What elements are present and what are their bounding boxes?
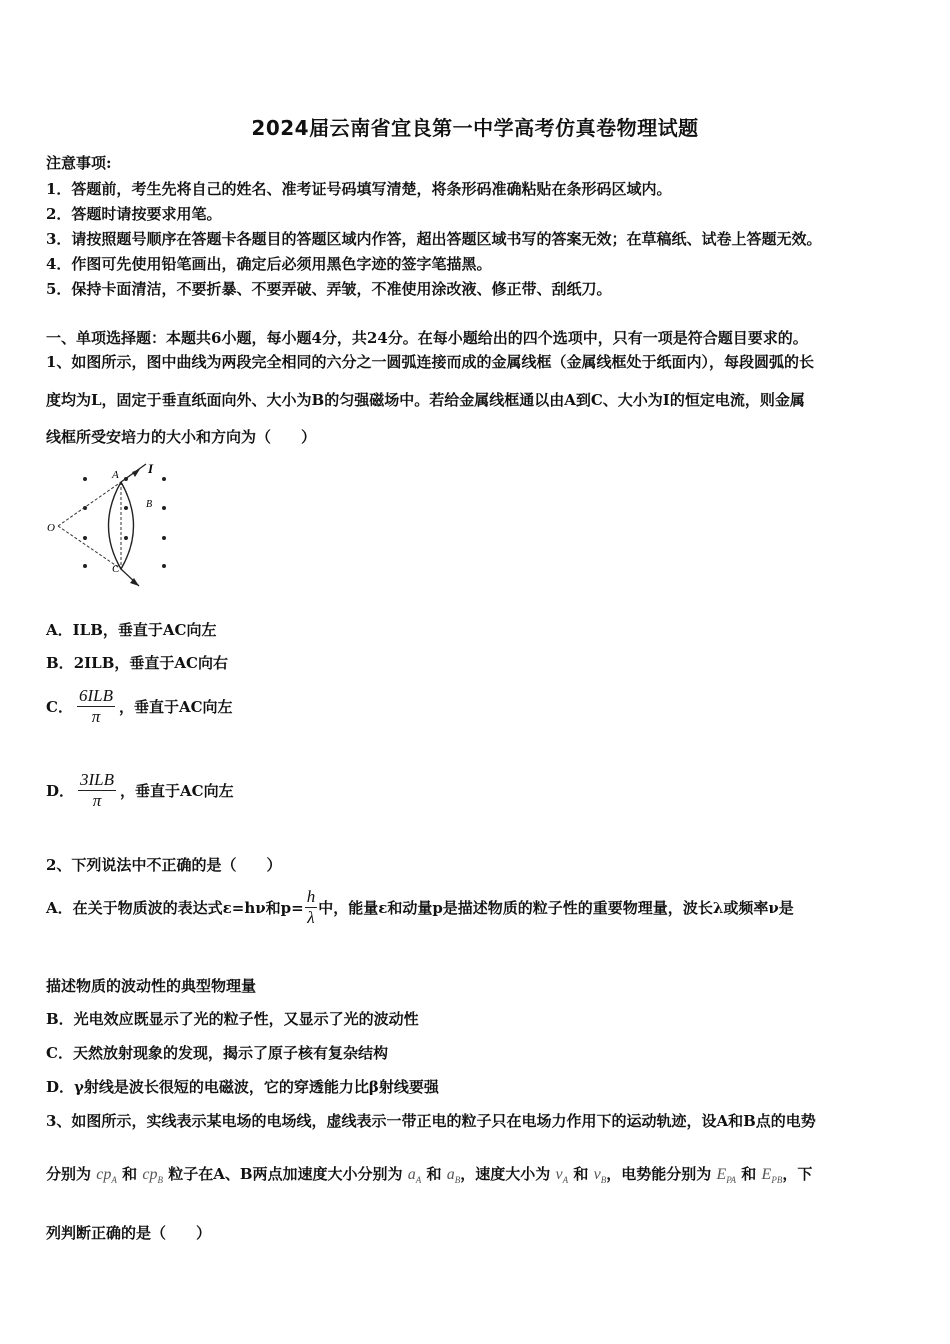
- field-dot: [162, 506, 166, 510]
- q3-stem-line2: 分别为 $cp_A$ 和 $cp_B$ 粒子在A、B两点加速度大小分别为 $a_A$ 和 $a_B$，速度大小为 $v_A$ 和 $v_B$，电势能分别为 $E_{PA}$ 和 $E_{PB}$，下: [46, 1165, 813, 1186]
- symbol: $cp_A$: [96, 1166, 117, 1186]
- current-arrow-icon: [132, 469, 140, 477]
- q1-option-c: C． $\frac{\text{6ILB}}{\pi}$ ，垂直于AC向左: [46, 686, 233, 726]
- notice-item-1: 1．答题前，考生先将自己的姓名、准考证号码填写清楚，将条形码准确粘贴在条形码区域内。: [46, 180, 672, 198]
- notice-item-3: 3．请按照题号顺序在答题卡各题目的答题区域内作答，超出答题区域书写的答案无效；在草稿纸、试卷上答题无效。: [46, 230, 822, 248]
- q1-figure: [44, 456, 174, 590]
- q2-option-a: A．在关于物质波的表达式ε=hν和p= $\frac{h}{\lambda}$ 中，能量ε和动量p是描述物质的粒子性的重要物理量，波长λ或频率ν是: [46, 887, 794, 927]
- symbol: $v_B$: [593, 1166, 607, 1186]
- q2-option-a-cont: 描述物质的波动性的典型物理量: [46, 977, 257, 995]
- field-dot: [124, 536, 128, 540]
- q2-stem: 2、下列说法中不正确的是（ ）: [46, 856, 282, 874]
- field-dot: [83, 536, 87, 540]
- field-dot: [83, 477, 87, 481]
- section-heading: 一、单项选择题：本题共6小题，每小题4分，共24分。在每小题给出的四个选项中，只有一项是符合题目要求的。: [46, 329, 808, 347]
- label-o: O: [47, 522, 55, 534]
- label-i: I: [148, 461, 154, 476]
- label-a: A: [112, 469, 119, 481]
- field-dot: [162, 536, 166, 540]
- q1-option-a: A．ILB，垂直于AC向左: [46, 621, 217, 639]
- label-c: C: [112, 563, 120, 575]
- notice-heading: 注意事项:: [46, 154, 112, 172]
- label-b: B: [146, 499, 153, 510]
- q1-stem-line1: 1、如图所示，图中曲线为两段完全相同的六分之一圆弧连接而成的金属线框（金属线框处于纸面内），每段圆弧的长: [46, 353, 814, 371]
- q1-option-d: D． $\frac{\text{3ILB}}{\pi}$ ，垂直于AC向左: [46, 770, 234, 810]
- wire-frame: [109, 482, 134, 569]
- notice-item-4: 4．作图可先使用铅笔画出，确定后必须用黑色字迹的签字笔描黑。: [46, 255, 492, 273]
- notice-item-5: 5．保持卡面清洁，不要折暴、不要弄破、弄皱，不准使用涂改液、修正带、刮纸刀。: [46, 280, 612, 298]
- fraction: $\frac{\text{3ILB}}{\pi}$: [80, 770, 115, 810]
- field-dot: [162, 564, 166, 568]
- fraction: $\frac{\text{6ILB}}{\pi}$: [78, 686, 113, 726]
- page-title: 2024届云南省宜良第一中学高考仿真卷物理试题: [251, 116, 699, 140]
- symbol: $a_A$: [407, 1166, 422, 1186]
- symbol: $v_A$: [555, 1166, 569, 1186]
- field-dot: [124, 506, 128, 510]
- symbol: $E_{PA}$: [716, 1166, 737, 1186]
- symbol: $a_B$: [446, 1166, 461, 1186]
- field-dot: [162, 477, 166, 481]
- field-dot: [83, 564, 87, 568]
- notice-item-2: 2．答题时请按要求用笔。: [46, 205, 222, 223]
- q2-option-d: D．γ射线是波长很短的电磁波，它的穿透能力比β射线要强: [46, 1078, 439, 1096]
- q2-option-b: B．光电效应既显示了光的粒子性，又显示了光的波动性: [46, 1010, 419, 1028]
- q1-stem-line2: 度均为L，固定于垂直纸面向外、大小为B的匀强磁场中。若给金属线框通以由A到C、大小为I的恒定电流，则金属: [46, 391, 805, 409]
- q1-stem-line3: 线框所受安培力的大小和方向为（ ）: [46, 428, 317, 446]
- fraction: $\frac{h}{\lambda}$: [306, 887, 316, 927]
- symbol: $E_{PB}$: [761, 1166, 783, 1186]
- q1-option-b: B．2ILB，垂直于AC向右: [46, 654, 228, 672]
- q3-stem-line3: 列判断正确的是（ ）: [46, 1224, 212, 1242]
- q2-option-c: C．天然放射现象的发现，揭示了原子核有复杂结构: [46, 1044, 388, 1062]
- q3-stem-line1: 3、如图所示，实线表示某电场的电场线，虚线表示一带正电的粒子只在电场力作用下的运动轨迹，设A和B点的电势: [46, 1112, 816, 1130]
- symbol: $cp_B$: [142, 1166, 163, 1186]
